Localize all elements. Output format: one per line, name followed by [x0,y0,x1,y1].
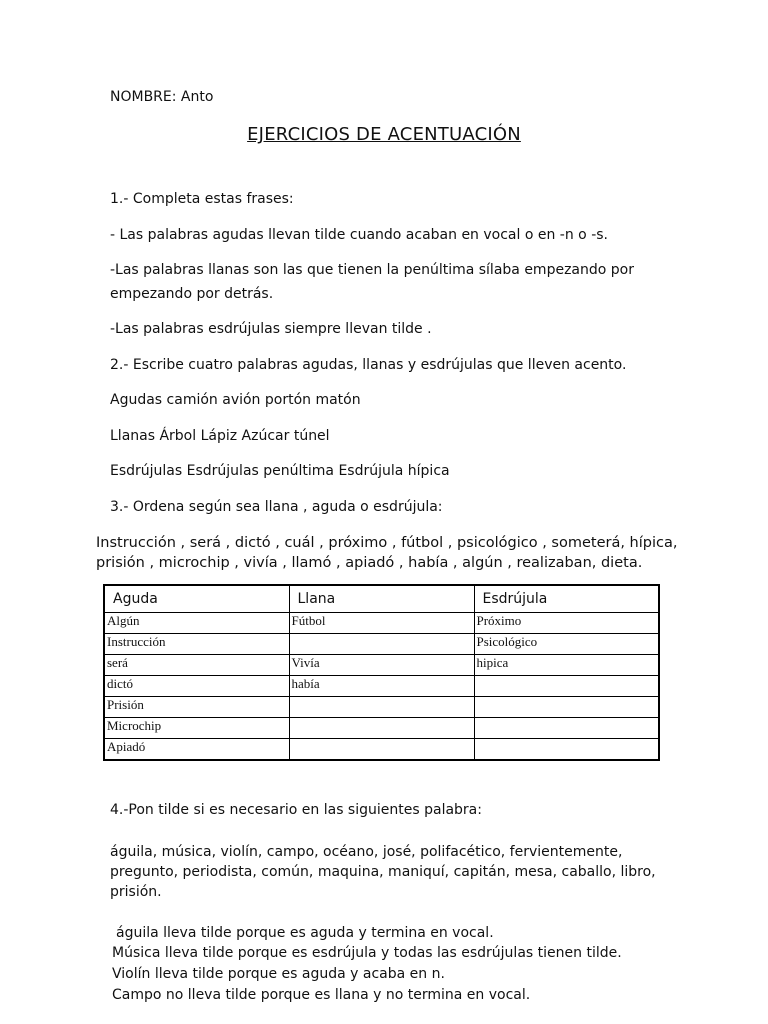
table-cell [289,634,474,655]
exercise-2-heading: 2.- Escribe cuatro palabras agudas, llanas y esdrújulas que lleven acento. [110,357,627,373]
exercise-4-answer: águila lleva tilde porque es aguda y termina en vocal. [116,925,494,941]
exercise-3-words: Instrucción , será , dictó , cuál , próximo , fútbol , psicológico , someterá, hípica, [96,535,678,551]
exercise-3-words: prisión , microchip , vivía , llamó , apiadó , había , algún , realizaban, dieta. [96,555,643,571]
table-row [104,613,659,634]
agudas-answer: Agudas camión avión portón matón [110,392,361,408]
exercise-4-answer: Campo no lleva tilde porque es llana y no termina en vocal. [112,987,531,1003]
table-row [104,718,659,739]
table-cell: había [289,676,474,697]
exercise-4-answer: Música lleva tilde porque es esdrújula y todas las esdrújulas tienen tilde. [112,945,622,961]
table-row [104,655,659,676]
table-row [104,739,659,761]
exercise-3-heading: 3.- Ordena según sea llana , aguda o esdrújula: [110,499,443,515]
column-header-llana: Llana [289,585,474,613]
exercise-4-words: pregunto, periodista, común, maquina, maniquí, capitán, mesa, caballo, libro, [110,864,656,880]
exercise-4-answer: Violín lleva tilde porque es aguda y acaba en n. [112,966,445,982]
table-row [104,634,659,655]
table-cell: Microchip [104,718,289,739]
table-row [104,697,659,718]
classification-table [103,584,660,761]
table-cell [289,739,474,761]
table-cell: Prisión [104,697,289,718]
exercise-1-line: -Las palabras esdrújulas siempre llevan tilde . [110,321,432,337]
table-cell [474,718,659,739]
table-header-row [104,585,659,613]
table-cell [289,697,474,718]
table-cell: dictó [104,676,289,697]
exercise-1-line: empezando por detrás. [110,286,274,302]
table-cell [474,697,659,718]
exercise-1-line: - Las palabras agudas llevan tilde cuando acaban en vocal o en -n o -s. [110,227,608,243]
table-cell: Fútbol [289,613,474,634]
table-cell: Psicológico [474,634,659,655]
table-cell: Vivía [289,655,474,676]
exercise-1-line: -Las palabras llanas son las que tienen la penúltima sílaba empezando por [110,262,634,278]
table-cell: será [104,655,289,676]
table-cell: Algún [104,613,289,634]
page-title: EJERCICIOS DE ACENTUACIÓN [247,124,521,145]
table-cell: hipica [474,655,659,676]
exercise-1-heading: 1.- Completa estas frases: [110,191,294,207]
exercise-4-words: águila, música, violín, campo, océano, josé, polifacético, fervientemente, [110,844,623,860]
exercise-4-heading: 4.-Pon tilde si es necesario en las siguientes palabra: [110,802,482,818]
table-cell: Instrucción [104,634,289,655]
table-cell [289,718,474,739]
table-cell: Apiadó [104,739,289,761]
table-cell: Próximo [474,613,659,634]
column-header-esdrujula: Esdrújula [474,585,659,613]
exercise-4-words: prisión. [110,884,162,900]
student-name: NOMBRE: Anto [110,89,214,105]
table-cell [474,739,659,761]
column-header-aguda: Aguda [104,585,289,613]
llanas-answer: Llanas Árbol Lápiz Azúcar túnel [110,428,330,444]
esdrujulas-answer: Esdrújulas Esdrújulas penúltima Esdrújula hípica [110,463,450,479]
table-cell [474,676,659,697]
table-row [104,676,659,697]
